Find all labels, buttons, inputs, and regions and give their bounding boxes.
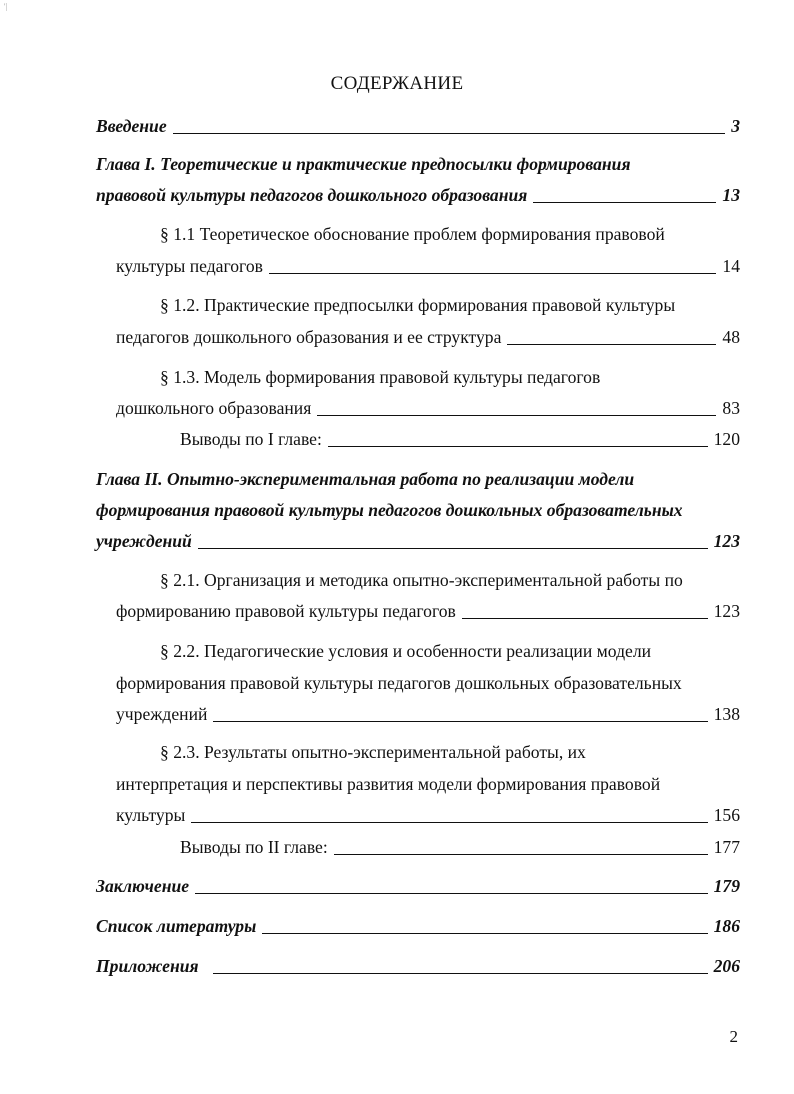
toc-label: формированию правовой культуры педагогов xyxy=(116,601,456,621)
toc-page: 83 xyxy=(722,398,740,418)
toc-page: 138 xyxy=(713,704,740,724)
toc-entry-section-1-1[interactable] xyxy=(116,252,740,280)
toc-chapter2-line1[interactable]: Глава II. Опытно-экспериментальная работа по реализации модели xyxy=(96,469,635,489)
toc-section-1-1-line1[interactable]: § 1.1 Теоретическое обоснование проблем формирования правовой xyxy=(160,224,665,244)
toc-chapter1-line1[interactable]: Глава I. Теоретические и практические предпосылки формирования xyxy=(96,154,631,174)
toc-label: Заключение xyxy=(96,876,190,896)
toc-leader xyxy=(533,202,716,203)
toc-entry-section-2-1[interactable] xyxy=(116,597,740,625)
toc-section-2-1-line1[interactable]: § 2.1. Организация и методика опытно-экспериментальной работы по xyxy=(160,570,683,590)
toc-label: Приложения xyxy=(96,956,199,976)
toc-entry-conclusion[interactable] xyxy=(96,872,740,900)
toc-page: 186 xyxy=(713,916,740,936)
toc-page: 3 xyxy=(731,116,740,136)
toc-page: 120 xyxy=(713,429,740,449)
toc-label: культуры xyxy=(116,805,186,825)
toc-leader xyxy=(195,893,708,894)
toc-entry-section-1-3[interactable] xyxy=(116,394,740,422)
toc-page: 123 xyxy=(713,601,740,621)
toc-label: учреждений xyxy=(96,531,192,551)
toc-page: 48 xyxy=(722,327,740,347)
toc-section-2-3-line2[interactable]: интерпретация и перспективы развития модели формирования правовой xyxy=(116,774,661,794)
toc-page: 13 xyxy=(722,185,740,205)
toc-leader xyxy=(213,973,708,974)
toc-entry-section-2-2[interactable] xyxy=(116,700,740,728)
toc-leader xyxy=(507,344,716,345)
toc-entry-chapter1[interactable] xyxy=(96,181,740,209)
toc-label: педагогов дошкольного образования и ее структура xyxy=(116,327,502,347)
toc-leader xyxy=(198,548,708,549)
toc-entry-references[interactable] xyxy=(96,912,740,940)
toc-leader xyxy=(173,133,726,134)
toc-label: дошкольного образования xyxy=(116,398,312,418)
page-title: СОДЕРЖАНИЕ xyxy=(330,73,464,94)
toc-section-1-2-line1[interactable]: § 1.2. Практические предпосылки формирования правовой культуры xyxy=(160,295,676,315)
toc-leader xyxy=(328,446,708,447)
scan-mark: '| xyxy=(4,2,8,11)
toc-page: 177 xyxy=(713,837,740,857)
toc-leader xyxy=(334,854,708,855)
toc-entry-chapter2[interactable] xyxy=(96,527,740,555)
toc-label: культуры педагогов xyxy=(116,256,263,276)
toc-section-2-2-line1[interactable]: § 2.2. Педагогические условия и особенности реализации модели xyxy=(160,641,652,661)
toc-chapter2-line2[interactable]: формирования правовой культуры педагогов дошкольных образовательных xyxy=(96,500,683,520)
toc-leader xyxy=(317,415,716,416)
page-number: 2 xyxy=(729,1027,738,1046)
toc-page: 123 xyxy=(713,531,740,551)
toc-page: 156 xyxy=(713,805,740,825)
toc-entry-section-2-3[interactable] xyxy=(116,801,740,829)
toc-entry-conclusions-2[interactable] xyxy=(180,833,740,861)
toc-entry-section-1-2[interactable] xyxy=(116,323,740,351)
toc-label: Список литературы xyxy=(96,916,257,936)
toc-page: 206 xyxy=(713,956,740,976)
toc-leader xyxy=(269,273,716,274)
toc-label: правовой культуры педагогов дошкольного образования xyxy=(96,185,528,205)
toc-label: Выводы по I главе: xyxy=(180,429,322,449)
toc-leader xyxy=(262,933,707,934)
toc-leader xyxy=(191,822,707,823)
toc-page: 179 xyxy=(713,876,740,896)
toc-leader xyxy=(213,721,707,722)
toc-section-2-3-line1[interactable]: § 2.3. Результаты опытно-экспериментальной работы, их xyxy=(160,742,586,762)
toc-entry-intro[interactable] xyxy=(96,112,740,140)
toc-label: Выводы по II главе: xyxy=(180,837,328,857)
toc-page: 14 xyxy=(722,256,740,276)
toc-entry-appendix[interactable] xyxy=(96,952,740,980)
toc-leader xyxy=(462,618,708,619)
toc-section-1-3-line1[interactable]: § 1.3. Модель формирования правовой культуры педагогов xyxy=(160,367,601,387)
toc-label: Введение xyxy=(96,116,167,136)
toc-label: учреждений xyxy=(116,704,208,724)
toc-entry-conclusions-1[interactable] xyxy=(180,425,740,453)
toc-section-2-2-line2[interactable]: формирования правовой культуры педагогов дошкольных образовательных xyxy=(116,673,682,693)
